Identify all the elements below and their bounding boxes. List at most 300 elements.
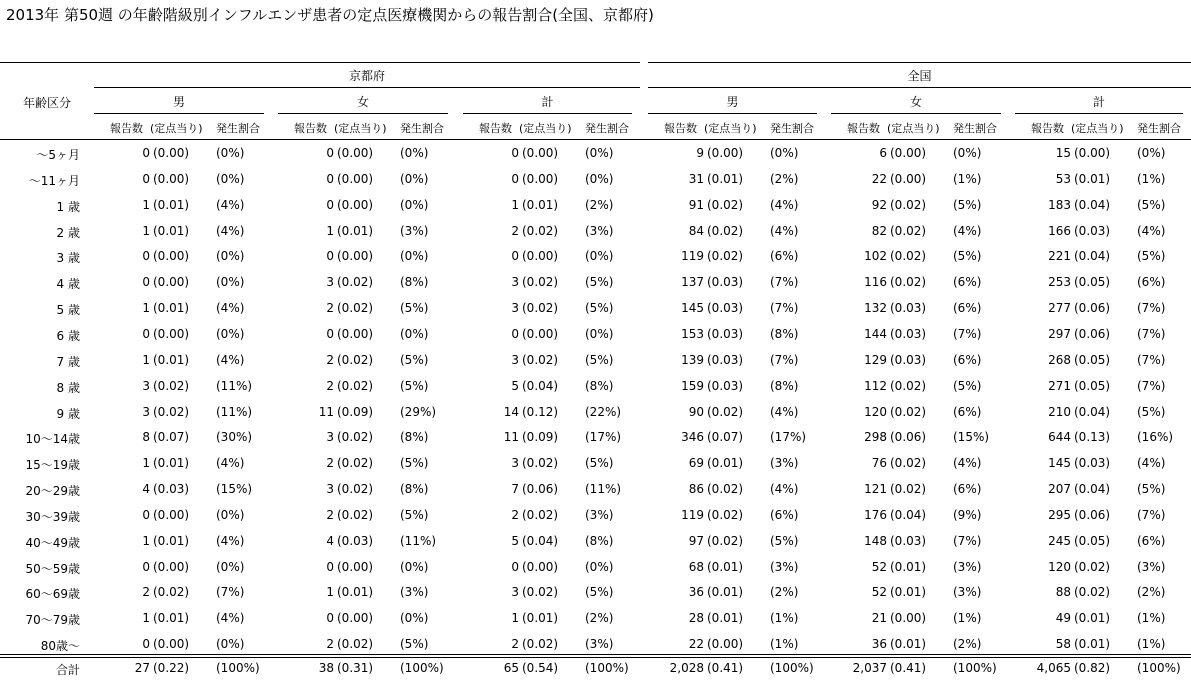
table-row-perpoint: (0.03) xyxy=(890,327,927,341)
table-row-count: 7 xyxy=(511,482,519,496)
table-row-perpoint: (0.03) xyxy=(707,275,744,289)
table-row-ratio: (3%) xyxy=(953,560,982,574)
table-row-count: 298 xyxy=(864,430,887,444)
table-row-perpoint: (0.06) xyxy=(1074,508,1111,522)
table-row-perpoint: (0.00) xyxy=(153,637,190,651)
rule-sex xyxy=(94,113,264,114)
total-row-count: 2,037 xyxy=(852,661,887,675)
table-row-label: 8 歳 xyxy=(56,381,80,395)
table-row-ratio: (29%) xyxy=(400,405,437,419)
table-row-ratio: (0%) xyxy=(770,146,799,160)
table-row-count: 0 xyxy=(511,172,519,186)
table-row-ratio: (4%) xyxy=(216,301,245,315)
table-row-ratio: (0%) xyxy=(216,327,245,341)
table-row-ratio: (0%) xyxy=(585,327,614,341)
table-row-count: 0 xyxy=(511,327,519,341)
table-row-ratio: (7%) xyxy=(1137,301,1166,315)
table-row-perpoint: (0.01) xyxy=(153,301,190,315)
table-row-count: 644 xyxy=(1048,430,1071,444)
table-row-count: 145 xyxy=(1048,456,1071,470)
table-row-ratio: (30%) xyxy=(216,430,253,444)
table-row-ratio: (3%) xyxy=(953,585,982,599)
table-row-perpoint: (0.01) xyxy=(1074,611,1111,625)
table-row-perpoint: (0.02) xyxy=(890,275,927,289)
sub-header-count: 報告数 xyxy=(1031,122,1064,135)
table-row-perpoint: (0.02) xyxy=(337,301,374,315)
table-row-count: 183 xyxy=(1048,198,1071,212)
table-row-count: 36 xyxy=(688,585,704,599)
table-row-label: 60〜69歳 xyxy=(25,587,80,601)
table-row-count: 52 xyxy=(871,560,887,574)
table-row-count: 11 xyxy=(503,430,519,444)
table-row-count: 210 xyxy=(1048,405,1071,419)
table-row-perpoint: (0.01) xyxy=(522,198,559,212)
table-row-count: 0 xyxy=(142,560,150,574)
table-row-ratio: (1%) xyxy=(953,611,982,625)
table-row-perpoint: (0.00) xyxy=(890,146,927,160)
table-row-perpoint: (0.02) xyxy=(522,456,559,470)
table-row-ratio: (15%) xyxy=(953,430,990,444)
sub-header-perpoint: (定点当り) xyxy=(519,122,572,135)
table-row-count: 3 xyxy=(511,456,519,470)
table-row-ratio: (5%) xyxy=(400,508,429,522)
table-row-label: 5 歳 xyxy=(56,303,80,317)
table-row-ratio: (5%) xyxy=(400,637,429,651)
table-row-count: 1 xyxy=(142,534,150,548)
table-row-perpoint: (0.02) xyxy=(337,456,374,470)
table-row-ratio: (0%) xyxy=(400,249,429,263)
table-row-perpoint: (0.00) xyxy=(337,560,374,574)
table-row-perpoint: (0.02) xyxy=(890,224,927,238)
table-row-ratio: (1%) xyxy=(770,611,799,625)
table-row-perpoint: (0.02) xyxy=(707,534,744,548)
table-row-count: 2 xyxy=(326,637,334,651)
table-row-count: 116 xyxy=(864,275,887,289)
table-row-ratio: (7%) xyxy=(953,534,982,548)
table-row-count: 1 xyxy=(326,585,334,599)
sex-header: 計 xyxy=(1092,95,1105,109)
table-row-perpoint: (0.03) xyxy=(890,534,927,548)
table-row-ratio: (5%) xyxy=(400,353,429,367)
table-row-label: 9 歳 xyxy=(56,407,80,421)
table-row-ratio: (7%) xyxy=(216,585,245,599)
table-row-count: 253 xyxy=(1048,275,1071,289)
table-row-count: 3 xyxy=(511,301,519,315)
table-row-perpoint: (0.06) xyxy=(1074,327,1111,341)
table-row-ratio: (4%) xyxy=(216,224,245,238)
table-row-ratio: (0%) xyxy=(216,172,245,186)
table-row-perpoint: (0.01) xyxy=(707,560,744,574)
table-row-perpoint: (0.01) xyxy=(153,198,190,212)
table-row-perpoint: (0.01) xyxy=(337,224,374,238)
table-row-count: 1 xyxy=(511,198,519,212)
table-row-perpoint: (0.04) xyxy=(1074,249,1111,263)
table-row-label: 40〜49歳 xyxy=(25,536,80,550)
table-row-count: 176 xyxy=(864,508,887,522)
region-header-national: 全国 xyxy=(907,69,932,83)
sex-header: 計 xyxy=(541,95,554,109)
sub-header-ratio: 発生割合 xyxy=(1137,122,1181,135)
table-row-perpoint: (0.03) xyxy=(890,301,927,315)
table-row-count: 90 xyxy=(688,405,704,419)
total-row-count: 2,028 xyxy=(669,661,704,675)
table-row-ratio: (8%) xyxy=(770,327,799,341)
table-row-ratio: (2%) xyxy=(585,198,614,212)
table-row-count: 2 xyxy=(511,637,519,651)
table-row-count: 1 xyxy=(511,611,519,625)
table-row-perpoint: (0.02) xyxy=(522,585,559,599)
total-row-count: 4,065 xyxy=(1036,661,1071,675)
table-row-ratio: (11%) xyxy=(400,534,437,548)
table-row-count: 88 xyxy=(1055,585,1071,599)
table-row-perpoint: (0.01) xyxy=(1074,172,1111,186)
table-row-count: 0 xyxy=(142,508,150,522)
table-row-ratio: (5%) xyxy=(1137,405,1166,419)
table-row-ratio: (6%) xyxy=(1137,275,1166,289)
table-row-perpoint: (0.00) xyxy=(522,560,559,574)
table-row-ratio: (11%) xyxy=(216,379,253,393)
table-row-perpoint: (0.13) xyxy=(1074,430,1111,444)
table-row-ratio: (4%) xyxy=(770,224,799,238)
total-row-perpoint: (0.41) xyxy=(890,661,927,675)
table-row-count: 0 xyxy=(326,172,334,186)
table-row-ratio: (7%) xyxy=(1137,379,1166,393)
table-row-ratio: (4%) xyxy=(216,611,245,625)
table-row-perpoint: (0.01) xyxy=(707,172,744,186)
table-row-perpoint: (0.02) xyxy=(337,508,374,522)
table-row-ratio: (0%) xyxy=(400,611,429,625)
table-row-ratio: (1%) xyxy=(770,637,799,651)
table-row-perpoint: (0.00) xyxy=(707,146,744,160)
sub-header-ratio: 発生割合 xyxy=(400,122,444,135)
page-title: 2013年 第50週 の年齢階級別インフルエンザ患者の定点医療機関からの報告割合(全国、京都府) xyxy=(6,6,654,24)
table-row-count: 86 xyxy=(688,482,704,496)
table-row-perpoint: (0.01) xyxy=(337,585,374,599)
total-row-perpoint: (0.54) xyxy=(522,661,559,675)
sub-header-ratio: 発生割合 xyxy=(770,122,814,135)
table-row-perpoint: (0.00) xyxy=(522,172,559,186)
total-row-perpoint: (0.31) xyxy=(337,661,374,675)
table-row-count: 15 xyxy=(1055,146,1071,160)
table-row-count: 0 xyxy=(511,146,519,160)
table-row-perpoint: (0.00) xyxy=(153,172,190,186)
table-row-perpoint: (0.00) xyxy=(707,637,744,651)
table-row-count: 2 xyxy=(326,379,334,393)
table-row-count: 1 xyxy=(326,224,334,238)
table-row-perpoint: (0.03) xyxy=(707,301,744,315)
table-row-ratio: (7%) xyxy=(1137,508,1166,522)
table-row-perpoint: (0.02) xyxy=(707,482,744,496)
table-row-label: 80歳〜 xyxy=(40,639,80,653)
table-row-ratio: (6%) xyxy=(1137,534,1166,548)
table-row-perpoint: (0.00) xyxy=(153,146,190,160)
table-row-count: 2 xyxy=(326,353,334,367)
table-row-count: 132 xyxy=(864,301,887,315)
table-row-perpoint: (0.05) xyxy=(1074,275,1111,289)
table-row-ratio: (3%) xyxy=(400,585,429,599)
sex-header: 男 xyxy=(726,95,739,109)
table-row-perpoint: (0.02) xyxy=(707,249,744,263)
table-row-count: 9 xyxy=(696,146,704,160)
table-row-ratio: (4%) xyxy=(216,456,245,470)
total-row-ratio: (100%) xyxy=(953,661,997,675)
table-row-ratio: (7%) xyxy=(770,301,799,315)
table-row-count: 120 xyxy=(1048,560,1071,574)
table-row-perpoint: (0.03) xyxy=(1074,224,1111,238)
table-row-ratio: (0%) xyxy=(585,146,614,160)
table-row-perpoint: (0.00) xyxy=(522,146,559,160)
table-row-ratio: (0%) xyxy=(216,637,245,651)
table-row-ratio: (2%) xyxy=(953,637,982,651)
table-row-count: 120 xyxy=(864,405,887,419)
table-row-count: 2 xyxy=(142,585,150,599)
table-row-perpoint: (0.07) xyxy=(153,430,190,444)
table-row-perpoint: (0.00) xyxy=(337,172,374,186)
table-row-ratio: (4%) xyxy=(1137,456,1166,470)
table-row-ratio: (4%) xyxy=(770,198,799,212)
table-row-count: 3 xyxy=(326,275,334,289)
table-row-ratio: (0%) xyxy=(216,508,245,522)
rule-header-bottom xyxy=(0,139,1191,140)
table-row-perpoint: (0.00) xyxy=(337,146,374,160)
region-header-kyoto: 京都府 xyxy=(348,69,385,83)
table-row-count: 58 xyxy=(1055,637,1071,651)
total-row-count: 65 xyxy=(503,661,519,675)
total-row-label: 合計 xyxy=(55,663,80,677)
table-row-ratio: (4%) xyxy=(216,198,245,212)
total-row-ratio: (100%) xyxy=(216,661,260,675)
table-row-ratio: (7%) xyxy=(953,327,982,341)
table-row-perpoint: (0.09) xyxy=(522,430,559,444)
rule-sex xyxy=(648,113,817,114)
table-row-ratio: (1%) xyxy=(1137,611,1166,625)
table-row-ratio: (5%) xyxy=(585,353,614,367)
table-row-count: 2 xyxy=(326,456,334,470)
table-row-ratio: (4%) xyxy=(770,405,799,419)
age-column-header: 年齢区分 xyxy=(22,96,71,110)
table-row-count: 84 xyxy=(688,224,704,238)
table-row-perpoint: (0.02) xyxy=(890,379,927,393)
table-row-ratio: (5%) xyxy=(400,379,429,393)
table-row-perpoint: (0.02) xyxy=(1074,560,1111,574)
table-row-perpoint: (0.02) xyxy=(522,301,559,315)
table-row-count: 6 xyxy=(879,146,887,160)
total-row-count: 27 xyxy=(134,661,150,675)
sub-header-perpoint: (定点当り) xyxy=(1071,122,1124,135)
sex-header: 女 xyxy=(909,95,922,109)
table-row-count: 14 xyxy=(503,405,519,419)
table-row-ratio: (0%) xyxy=(400,327,429,341)
table-row-ratio: (17%) xyxy=(770,430,807,444)
table-row-ratio: (16%) xyxy=(1137,430,1174,444)
table-row-label: 〜11ヶ月 xyxy=(28,174,80,188)
table-row-ratio: (11%) xyxy=(585,482,622,496)
table-row-count: 102 xyxy=(864,249,887,263)
table-row-perpoint: (0.01) xyxy=(707,611,744,625)
rule-sex xyxy=(278,113,448,114)
table-row-label: 15〜19歳 xyxy=(25,458,80,472)
table-row-perpoint: (0.00) xyxy=(337,249,374,263)
table-row-ratio: (5%) xyxy=(400,301,429,315)
table-row-count: 11 xyxy=(318,405,334,419)
table-row-perpoint: (0.03) xyxy=(890,353,927,367)
table-row-perpoint: (0.04) xyxy=(890,508,927,522)
total-row-ratio: (100%) xyxy=(585,661,629,675)
table-row-count: 112 xyxy=(864,379,887,393)
table-row-ratio: (5%) xyxy=(953,379,982,393)
table-row-count: 0 xyxy=(326,327,334,341)
sex-header: 男 xyxy=(172,95,185,109)
table-row-perpoint: (0.00) xyxy=(153,508,190,522)
table-row-count: 49 xyxy=(1055,611,1071,625)
table-row-label: 30〜39歳 xyxy=(25,510,80,524)
table-row-ratio: (5%) xyxy=(585,275,614,289)
table-row-label: 2 歳 xyxy=(56,226,80,240)
table-row-perpoint: (0.02) xyxy=(153,585,190,599)
table-row-ratio: (5%) xyxy=(585,456,614,470)
table-row-count: 2 xyxy=(326,508,334,522)
table-row-perpoint: (0.00) xyxy=(522,249,559,263)
table-row-perpoint: (0.02) xyxy=(890,405,927,419)
rule-sex xyxy=(1015,113,1183,114)
table-row-perpoint: (0.02) xyxy=(153,405,190,419)
table-row-ratio: (7%) xyxy=(770,275,799,289)
table-row-count: 346 xyxy=(681,430,704,444)
table-row-ratio: (6%) xyxy=(770,508,799,522)
rule-sex xyxy=(463,113,632,114)
table-row-ratio: (6%) xyxy=(953,405,982,419)
table-row-count: 207 xyxy=(1048,482,1071,496)
table-row-perpoint: (0.02) xyxy=(890,456,927,470)
table-row-perpoint: (0.06) xyxy=(890,430,927,444)
table-row-ratio: (5%) xyxy=(585,301,614,315)
rule-total xyxy=(0,654,1191,658)
table-row-ratio: (5%) xyxy=(953,198,982,212)
table-row-perpoint: (0.01) xyxy=(153,534,190,548)
table-row-count: 92 xyxy=(871,198,887,212)
table-row-count: 121 xyxy=(864,482,887,496)
table-row-label: 7 歳 xyxy=(56,355,80,369)
table-row-ratio: (0%) xyxy=(953,146,982,160)
table-row-perpoint: (0.02) xyxy=(522,508,559,522)
table-row-perpoint: (0.02) xyxy=(522,224,559,238)
table-row-ratio: (0%) xyxy=(400,198,429,212)
table-row-perpoint: (0.05) xyxy=(1074,534,1111,548)
table-row-ratio: (17%) xyxy=(585,430,622,444)
table-row-perpoint: (0.00) xyxy=(337,327,374,341)
table-row-count: 3 xyxy=(142,405,150,419)
sub-header-count: 報告数 xyxy=(110,122,143,135)
sub-header-count: 報告数 xyxy=(664,122,697,135)
table-row-ratio: (5%) xyxy=(400,456,429,470)
sub-header-count: 報告数 xyxy=(847,122,880,135)
table-row-ratio: (22%) xyxy=(585,405,622,419)
table-row-perpoint: (0.01) xyxy=(522,611,559,625)
table-row-count: 53 xyxy=(1055,172,1071,186)
table-row-perpoint: (0.05) xyxy=(1074,353,1111,367)
table-row-count: 0 xyxy=(326,249,334,263)
table-row-ratio: (15%) xyxy=(216,482,253,496)
table-row-ratio: (4%) xyxy=(953,224,982,238)
table-row-count: 153 xyxy=(681,327,704,341)
table-row-ratio: (0%) xyxy=(585,172,614,186)
table-row-perpoint: (0.01) xyxy=(890,585,927,599)
table-row-ratio: (6%) xyxy=(953,275,982,289)
table-row-count: 0 xyxy=(142,249,150,263)
table-row-perpoint: (0.01) xyxy=(1074,637,1111,651)
table-row-count: 0 xyxy=(326,146,334,160)
table-row-ratio: (4%) xyxy=(770,482,799,496)
table-row-ratio: (3%) xyxy=(770,560,799,574)
table-row-perpoint: (0.03) xyxy=(707,353,744,367)
table-row-perpoint: (0.02) xyxy=(522,353,559,367)
table-row-perpoint: (0.05) xyxy=(1074,379,1111,393)
table-row-ratio: (4%) xyxy=(216,534,245,548)
table-row-count: 0 xyxy=(142,146,150,160)
table-row-count: 2 xyxy=(511,224,519,238)
table-row-perpoint: (0.02) xyxy=(707,224,744,238)
table-row-count: 97 xyxy=(688,534,704,548)
table-row-count: 0 xyxy=(511,560,519,574)
table-row-ratio: (5%) xyxy=(1137,249,1166,263)
table-row-ratio: (1%) xyxy=(953,172,982,186)
table-row-perpoint: (0.12) xyxy=(522,405,559,419)
table-row-count: 295 xyxy=(1048,508,1071,522)
table-row-perpoint: (0.00) xyxy=(153,560,190,574)
table-row-count: 3 xyxy=(511,585,519,599)
table-row-count: 277 xyxy=(1048,301,1071,315)
table-row-ratio: (2%) xyxy=(585,611,614,625)
table-row-count: 4 xyxy=(326,534,334,548)
table-row-label: 3 歳 xyxy=(56,251,80,265)
table-row-count: 22 xyxy=(688,637,704,651)
sub-header-perpoint: (定点当り) xyxy=(704,122,757,135)
table-row-count: 0 xyxy=(142,172,150,186)
rule-sex xyxy=(831,113,1001,114)
table-row-perpoint: (0.00) xyxy=(153,275,190,289)
table-row-count: 8 xyxy=(142,430,150,444)
table-row-count: 139 xyxy=(681,353,704,367)
table-row-ratio: (9%) xyxy=(953,508,982,522)
table-row-perpoint: (0.02) xyxy=(707,405,744,419)
table-row-ratio: (0%) xyxy=(1137,146,1166,160)
table-row-ratio: (2%) xyxy=(770,172,799,186)
table-row-perpoint: (0.03) xyxy=(337,534,374,548)
table-row-ratio: (5%) xyxy=(953,249,982,263)
table-row-perpoint: (0.03) xyxy=(1074,456,1111,470)
table-row-perpoint: (0.02) xyxy=(337,482,374,496)
table-row-count: 137 xyxy=(681,275,704,289)
table-row-ratio: (7%) xyxy=(1137,327,1166,341)
table-row-ratio: (3%) xyxy=(400,224,429,238)
table-row-perpoint: (0.01) xyxy=(153,611,190,625)
rule-top xyxy=(0,62,640,63)
table-row-count: 297 xyxy=(1048,327,1071,341)
table-row-ratio: (11%) xyxy=(216,405,253,419)
table-row-perpoint: (0.03) xyxy=(707,379,744,393)
table-row-count: 76 xyxy=(871,456,887,470)
table-row-ratio: (3%) xyxy=(770,456,799,470)
table-row-count: 31 xyxy=(688,172,704,186)
table-row-perpoint: (0.02) xyxy=(337,379,374,393)
table-row-ratio: (0%) xyxy=(400,172,429,186)
table-row-ratio: (3%) xyxy=(585,637,614,651)
table-row-perpoint: (0.09) xyxy=(337,405,374,419)
table-row-perpoint: (0.02) xyxy=(337,275,374,289)
table-row-count: 3 xyxy=(511,275,519,289)
table-row-ratio: (6%) xyxy=(953,482,982,496)
table-row-perpoint: (0.00) xyxy=(153,327,190,341)
